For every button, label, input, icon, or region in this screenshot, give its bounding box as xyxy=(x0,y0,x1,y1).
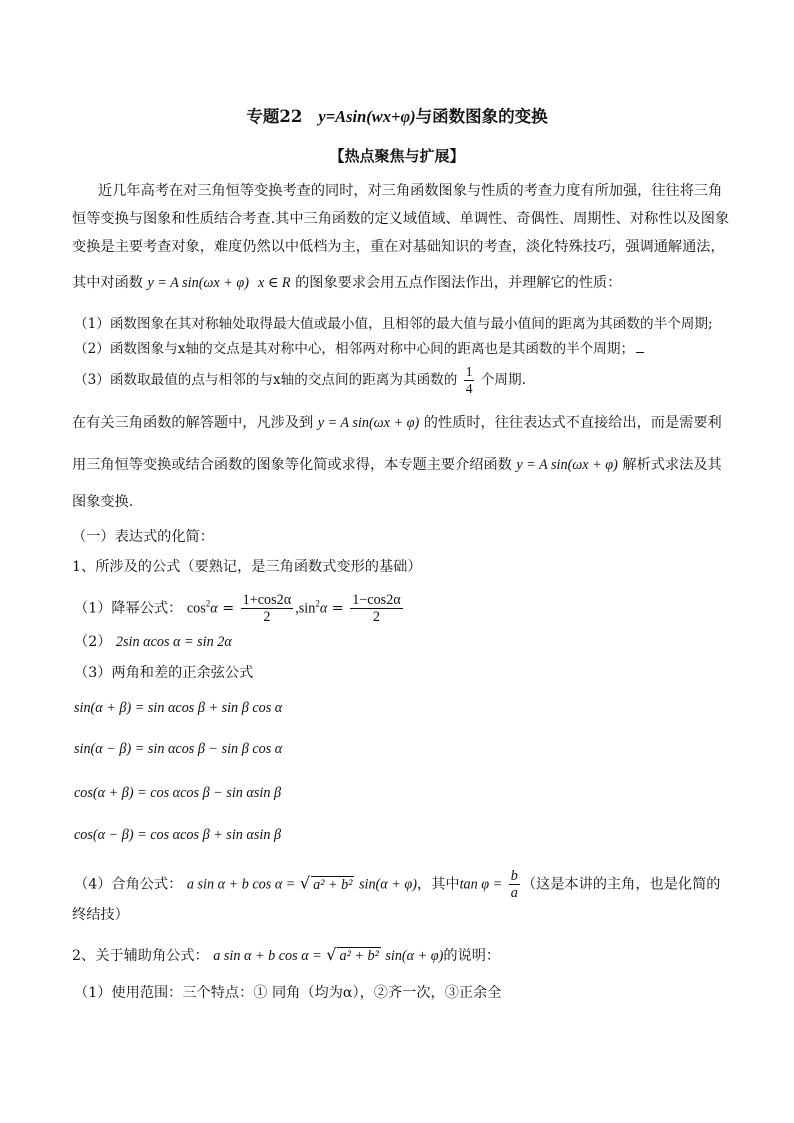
section1-heading: （一）表达式的化简： xyxy=(72,529,214,545)
intro-line-3: 变换是主要考查对象，难度仍然以中低档为主，重在对基础知识的考查，淡化特殊技巧，强调通解通法， xyxy=(72,239,725,255)
fraction-denominator: 4 xyxy=(465,381,473,396)
fraction-b: b xyxy=(510,868,518,884)
auxiliary-label: （4）合角公式： xyxy=(74,876,183,893)
sin-symbol: ,sin xyxy=(295,600,316,617)
auxiliary-root: a² + b² xyxy=(313,876,353,893)
formula-power-reduction: （1）降幂公式： $\cos^2\alpha$ = $\frac{1+\cos 2\alpha}{2}$ $,\sin^2\alpha$ = $\frac{1-\cos 2\alpha}{2}$ xyxy=(74,592,401,625)
quarter-fraction xyxy=(464,364,475,397)
cos-symbol: cos xyxy=(186,600,206,617)
auxiliary-right: sin(α + φ) xyxy=(359,876,417,893)
fraction-cos-numerator: 1+cos2α xyxy=(242,592,292,608)
section2-item2: 2、关于辅助角公式： a sin α + b cos α = √ a² + b² sin(α + φ)的说明： xyxy=(72,945,501,964)
intro-text-b: 的图象要求会用五点作图法作出，并理解它的性质： xyxy=(295,275,622,291)
double-angle-formula: 2sin αcos α = sin 2α xyxy=(115,634,232,650)
fraction-cos-denominator: 2 xyxy=(263,609,271,625)
intro-line-4 xyxy=(72,274,621,292)
para2-text-c: 用三角恒等变换或结合函数的图象等化简或求得，本专题主要介绍函数 xyxy=(72,457,512,473)
intro-line-2: 恒等变换与图象和性质结合考查.其中三角函数的定义域值域、单调性、奇偶性、周期性、对称性以及图象 xyxy=(72,211,730,227)
item2-text-a: 2、关于辅助角公式： xyxy=(72,948,209,964)
intro-domain: x ∈ R xyxy=(258,275,291,291)
title-prefix: 专题22 xyxy=(246,107,303,126)
sum-diff-heading: （3）两角和差的正余弦公式 xyxy=(74,665,254,681)
formula-double-angle xyxy=(74,633,232,651)
intro-text-a: 其中对函数 xyxy=(72,275,143,291)
property-1: （1）函数图象在其对称轴处取得最大值或最小值，且相邻的最大值与最小值间的距离为其函数的半个周期; xyxy=(74,316,713,332)
auxiliary-note-2: 终结技） xyxy=(72,907,129,923)
fraction-sin-numerator: 1−cos2α xyxy=(352,592,401,608)
fraction-cos xyxy=(241,592,294,625)
sum-formula-3: cos(α + β) = cos αcos β − sin αsin β xyxy=(74,785,282,801)
para2-text-b: 的性质时，往往表达式不直接给出，而是需要利 xyxy=(423,415,722,431)
property-3 xyxy=(74,364,526,397)
item2-root: a² + b² xyxy=(339,948,379,964)
para2-formula: y = A sin(ωx + φ) xyxy=(317,415,420,431)
auxiliary-where: ，其中 xyxy=(416,876,460,893)
sum-formula-1: sin(α + β) = sin αcos β + sin β cos α xyxy=(74,700,283,716)
intro-formula: y = A sin(ωx + φ) xyxy=(147,275,249,291)
property-2 xyxy=(74,340,644,358)
fraction-sin-denominator: 2 xyxy=(372,609,380,625)
fraction-a: a xyxy=(510,885,518,901)
alpha-symbol: α xyxy=(210,600,218,617)
fraction-sin xyxy=(350,592,403,625)
property-3-text-b: 个周期. xyxy=(480,372,526,388)
item2-right: sin(α + φ) xyxy=(385,948,444,964)
para2-formula-2: y = A sin(ωx + φ) xyxy=(516,457,618,473)
page-title xyxy=(0,106,794,128)
sum-formula-2: sin(α − β) = sin αcos β − sin β cos α xyxy=(74,741,283,757)
formula-auxiliary-angle: （4）合角公式： a sin α + b cos α = √ a² + b² sin(α + φ)，其中tan φ = $\frac{b}{a}$ （这是本讲的主角，也是化简的 xyxy=(74,868,721,901)
para2-text-d: 解析式求法及其 xyxy=(622,457,722,473)
para2-line-3: 图象变换. xyxy=(72,494,134,510)
para2-text-a: 在有关三角函数的解答题中，凡涉及到 xyxy=(72,415,314,431)
sum-formula-4: cos(α − β) = cos αcos β + sin αsin β xyxy=(74,827,282,843)
item2-text-b: 的说明： xyxy=(443,948,501,964)
tan-phi: tan φ = xyxy=(459,876,503,893)
double-angle-label: （2） xyxy=(74,634,112,650)
auxiliary-left: a sin α + b cos α = xyxy=(186,876,296,893)
fraction-b-over-a xyxy=(509,868,520,901)
property-2-text: （2）函数图象与x轴的交点是其对称中心，相邻两对称中心间的距离也是其函数的半个周期； xyxy=(74,341,635,357)
power-reduction-label: （1）降幂公式： xyxy=(74,600,183,617)
property-3-text-a: （3）函数取最值的点与相邻的与x轴的交点间的距离为其函数的 xyxy=(74,372,458,388)
section-subtitle: 【热点聚焦与扩展】 xyxy=(329,147,465,165)
title-suffix: 与函数图象的变换 xyxy=(415,107,548,126)
auxiliary-note: （这是本讲的主角，也是化简的 xyxy=(521,876,721,893)
fraction-numerator: 1 xyxy=(465,364,473,379)
para2-line-2 xyxy=(72,456,722,474)
section1-item1: 1、所涉及的公式（要熟记，是三角函数式变形的基础） xyxy=(72,559,422,575)
para2-line-1 xyxy=(72,414,722,432)
usage-range: （1）使用范围：三个特点：① 同角（均为α），②齐一次，③正余全 xyxy=(74,985,502,1001)
item2-left: a sin α + b cos α = xyxy=(213,948,322,964)
title-function: y=Asin(wx+φ) xyxy=(318,107,416,126)
intro-line-1: 近几年高考在对三角恒等变换考查的同时，对三角函数图象与性质的考查力度有所加强，往往将三角 xyxy=(98,183,723,199)
